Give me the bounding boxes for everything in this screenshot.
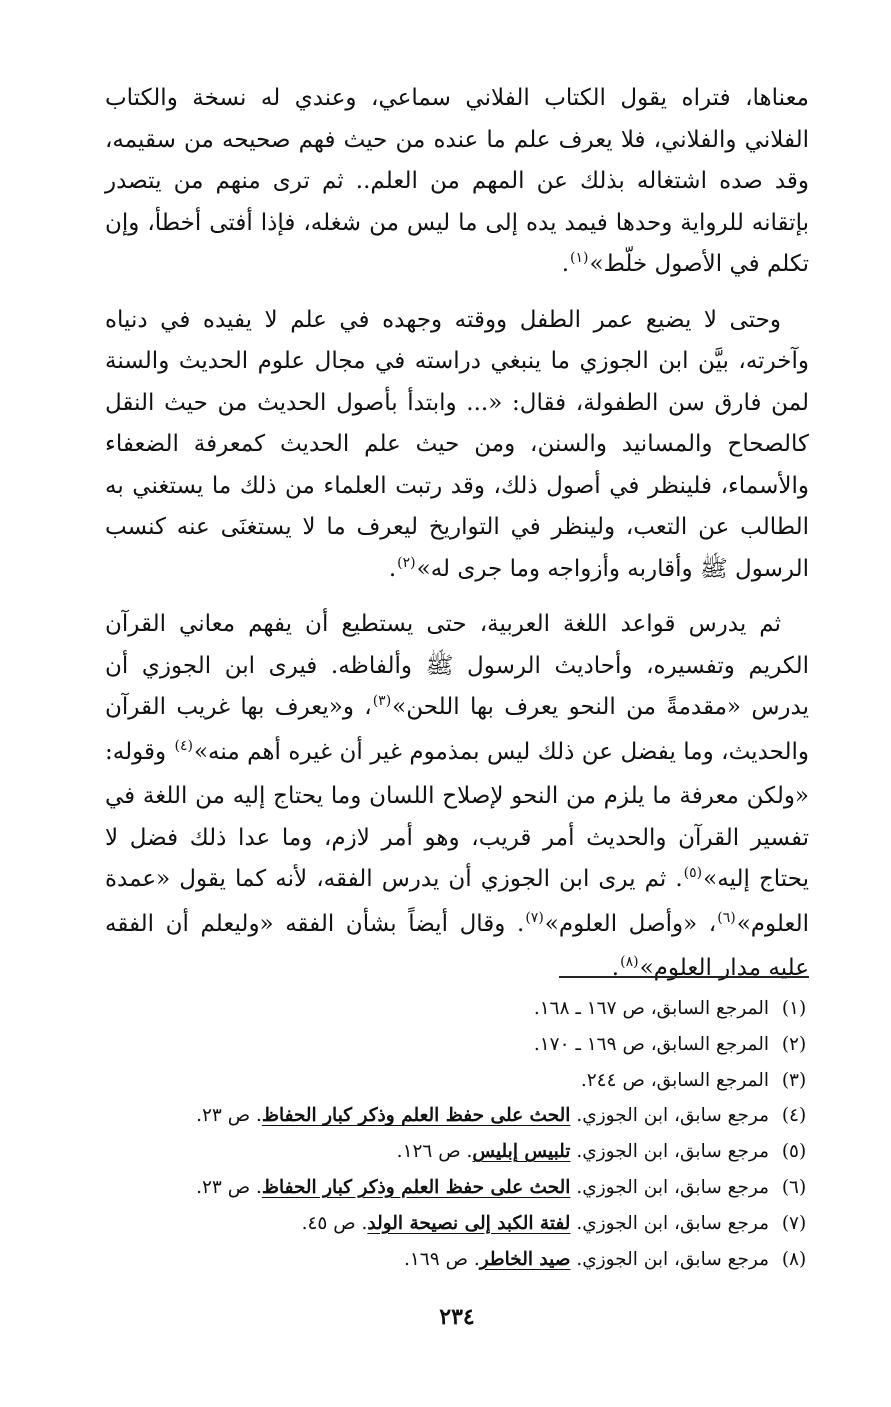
footnote-reference[interactable]: (٣) xyxy=(372,693,392,709)
footnote-book-title: الحث على حفظ العلم وذكر كبار الحفاظ xyxy=(261,1176,571,1198)
footnote-item xyxy=(105,1170,809,1206)
footnote-book-title: تلبيس إبليس xyxy=(472,1141,571,1163)
footnote-source: مرجع سابق، ابن الجوزي. xyxy=(576,1212,769,1234)
footnote-reference[interactable]: (٢) xyxy=(397,554,416,571)
paragraph-text: وحتى لا يضيع عمر الطفل ووقته وجهده في علم لا يفيده في دنياه وآخرته، بيَّن ابن الجوزي ما ينبغي دراسته في مجال علوم الحديث والسنة لمن فارق سن الطفولة، فقال: «... وابتدأ بأصول الحديث من حيث النقل كالصحاح والمسانيد والسنن، ومن حيث علم الحديث كمعرفة الضعفاء والأسماء، فلينظر في أصول ذلك، وقد رتبت العلماء من ذلك ما يستغني به الطالب عن التعب، ولينظر في التواريخ ليعرف ما لا يستغنَى عنه كنسب الرسول ﷺ وأقاربه وأزواجه وما جرى له» xyxy=(105,306,809,582)
footnote-text xyxy=(534,991,769,1027)
paragraph xyxy=(105,78,809,289)
footnote-reference[interactable]: (٧) xyxy=(525,909,544,926)
footnote-source: المرجع السابق، ص ١٦٧ ـ ١٦٨. xyxy=(533,998,769,1019)
footnote-number: (٢) xyxy=(781,1033,807,1055)
paragraph-text: . xyxy=(611,955,620,981)
paragraph-text: . xyxy=(388,555,397,582)
footnote-number: (٥) xyxy=(781,1141,807,1163)
paragraph-text: معناها، فتراه يقول الكتاب الفلاني سماعي، وعندي له نسخة والكتاب الفلاني والفلاني، فلا يعرف علم ما عنده من حيث فهم صحيحه من سقيمه، وقد صده اشتغاله بذلك عن المهم من العلم.. ثم ترى منهم من يتصدر بإتقانه للرواية وحدها فيمد يده إلى ما ليس من شغله، فإذا أفتى أخطأ، وإن تكلم في الأصول خلّط» xyxy=(105,85,809,277)
paragraph-text: . xyxy=(561,251,570,277)
page xyxy=(105,78,809,1407)
footnote-source: مرجع سابق، ابن الجوزي. xyxy=(576,1105,769,1127)
footnote-reference[interactable]: (٦) xyxy=(717,909,736,926)
footnote-page: . ص ٢٣. xyxy=(196,1105,262,1127)
footnote-text xyxy=(196,1170,769,1206)
footnote-number: (٨) xyxy=(781,1248,807,1270)
footnote-reference[interactable]: (٨) xyxy=(620,954,639,970)
footnote-number: (٤) xyxy=(781,1105,807,1127)
footnote-item xyxy=(105,1242,809,1278)
paragraph-text: ، و«يعرف بها غريب القرآن والحديث، وما يفضل عن ذلك ليس بمذموم غير أن غيره أهم منه» xyxy=(105,694,809,765)
page-number: ٢٣٤ xyxy=(439,1304,475,1330)
paragraph-text: ثم يدرس قواعد اللغة العربية، حتى يستطيع أن يفهم معاني القرآن الكريم وتفسيره، وأحاديث الرسول ﷺ وألفاظه. فيرى ابن الجوزي أن يدرس «مقدمةً من النحو يعرف بها اللحن» xyxy=(105,611,809,720)
footnote-reference[interactable]: (٥) xyxy=(683,865,703,881)
footnote-text xyxy=(302,1206,769,1242)
footnote-item xyxy=(105,1206,809,1242)
footnote-number: (٣) xyxy=(781,1069,807,1091)
footnote-number: (١) xyxy=(781,998,807,1019)
paragraph-text: . وقال أيضاً بشأن الفقه «وليعلم أن الفقه عليه مدار العلوم» xyxy=(105,910,809,981)
paragraph xyxy=(105,604,809,993)
footnote-source: المرجع السابق، ص ١٦٩ ـ ١٧٠. xyxy=(533,1033,769,1055)
footnote-text xyxy=(534,1027,769,1063)
footnote-item xyxy=(105,1098,809,1134)
paragraph xyxy=(105,300,809,594)
footnote-number: (٦) xyxy=(781,1176,807,1198)
footnote-book-title: لفتة الكبد إلى نصيحة الولد xyxy=(367,1212,571,1234)
body-text xyxy=(105,78,809,993)
footnote-text xyxy=(581,1063,769,1099)
footnote-page: . ص ٤٥. xyxy=(301,1212,368,1234)
footnote-book-title: الحث على حفظ العلم وذكر كبار الحفاظ xyxy=(261,1105,571,1127)
footnote-source: المرجع السابق، ص ٢٤٤. xyxy=(580,1069,769,1091)
footnote-reference[interactable]: (٤) xyxy=(174,737,193,754)
footnote-text xyxy=(404,1242,769,1278)
footnotes-list xyxy=(105,991,809,1277)
footnote-item xyxy=(105,1063,809,1099)
footnote-page: . ص ٢٣. xyxy=(196,1176,262,1198)
footnote-source: مرجع سابق، ابن الجوزي. xyxy=(576,1248,769,1270)
footnote-item xyxy=(105,991,809,1027)
paragraph-text: وقوله: «ولكن معرفة ما يلزم من النحو لإصلاح اللسان وما يحتاج إليه من اللغة في تفسير القرآن والحديث أمر قريب، وهو أمر لازم، وما عدا ذلك فضل لا يحتاج إليه» xyxy=(105,738,809,892)
footnote-number: (٧) xyxy=(781,1212,807,1234)
footnote-text xyxy=(397,1134,769,1170)
footnote-book-title: صيد الخاطر xyxy=(479,1248,571,1270)
footnote-separator xyxy=(559,976,809,978)
footnote-text xyxy=(196,1098,769,1134)
paragraph-text: ، «وأصل العلوم» xyxy=(544,910,717,937)
footnote-page: . ص ١٦٩. xyxy=(403,1248,480,1270)
footnote-source: مرجع سابق، ابن الجوزي. xyxy=(576,1141,769,1163)
footnote-item xyxy=(105,1027,809,1063)
footnote-reference[interactable]: (١) xyxy=(570,250,589,266)
footnote-source: مرجع سابق، ابن الجوزي. xyxy=(576,1176,769,1198)
footnote-page: . ص ١٢٦. xyxy=(396,1141,473,1163)
paragraph-text: . ثم يرى ابن الجوزي أن يدرس الفقه، لأنه كما يقول «عمدة العلوم» xyxy=(105,866,809,937)
footnote-item xyxy=(105,1134,809,1170)
